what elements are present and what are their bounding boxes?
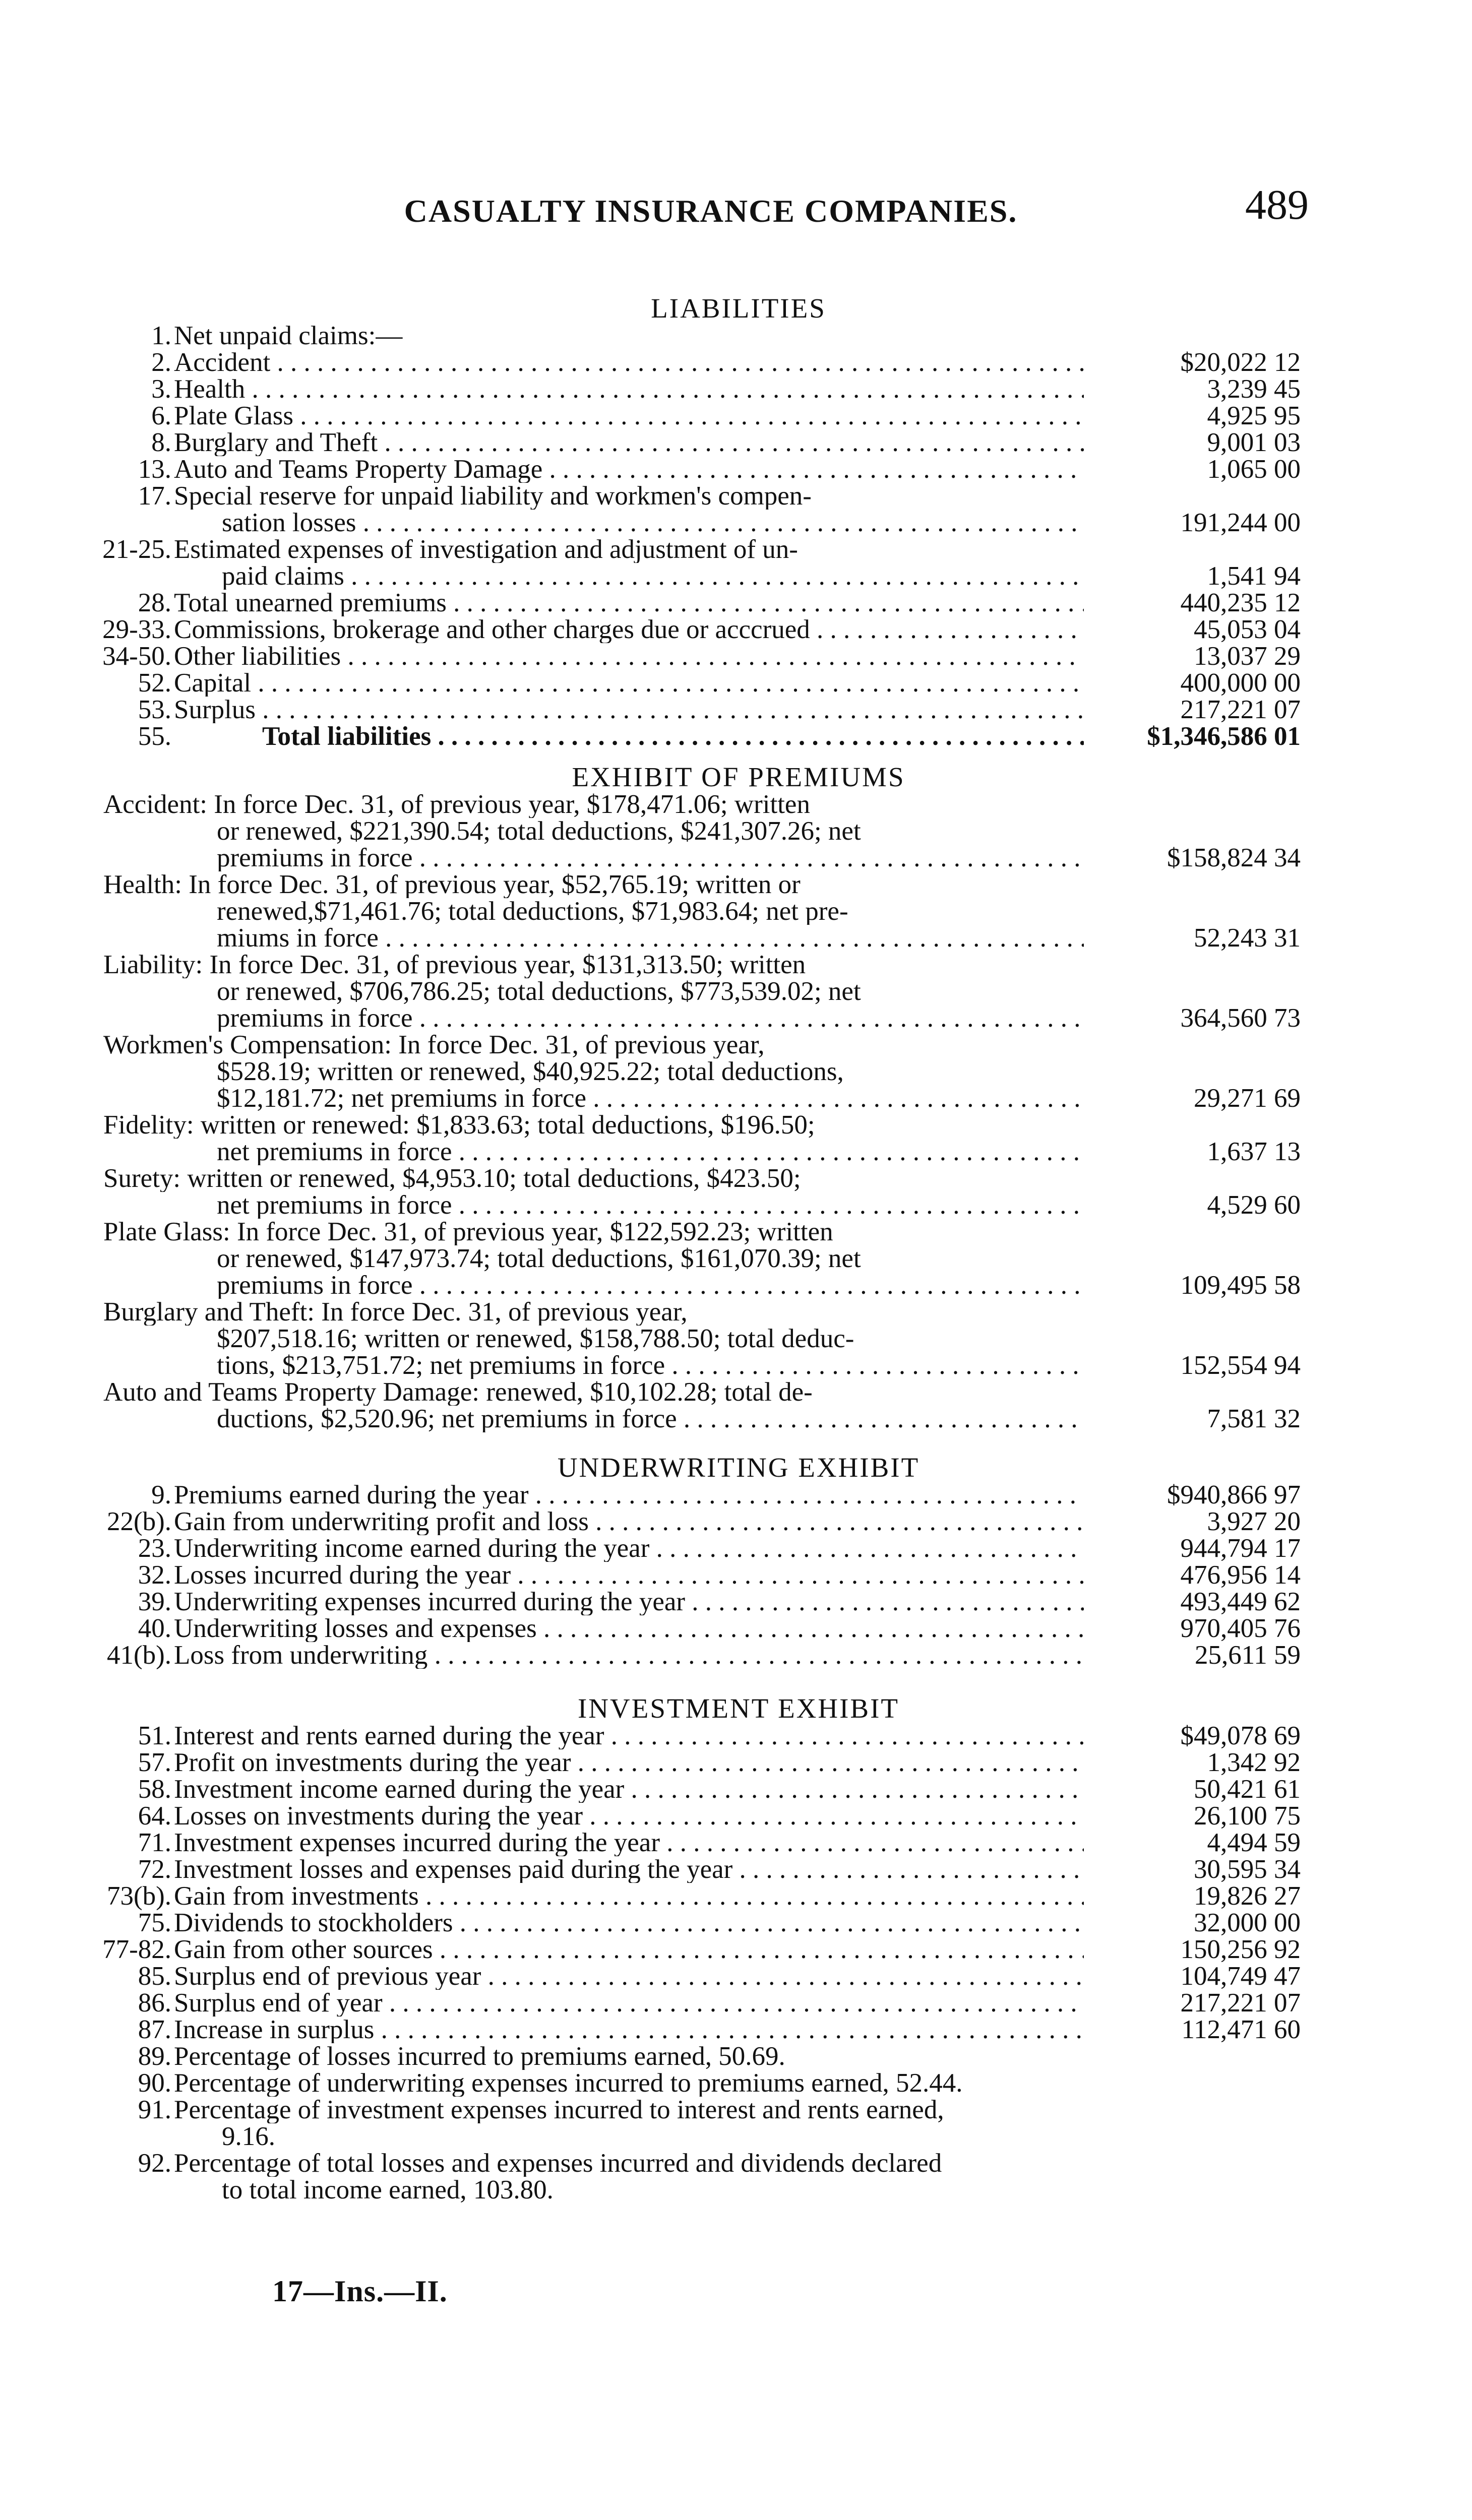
row-number: 17. xyxy=(138,481,171,511)
premium-line xyxy=(0,1379,1472,1406)
row-label: Other liabilities . . . xyxy=(174,643,1084,670)
row-label: Underwriting losses and expenses . . . xyxy=(174,1615,1084,1642)
row-amount: 112,471 60 xyxy=(1181,2015,1301,2044)
premium-line xyxy=(0,1058,1472,1085)
premium-text: Plate Glass: In force Dec. 31, of previous year, $122,592.23; written xyxy=(103,1219,833,1245)
table-row xyxy=(0,1830,1472,1856)
row-number: 92. xyxy=(138,2149,171,2178)
row-label: Losses on investments during the year . . . xyxy=(174,1803,1084,1830)
page-title: CASUALTY INSURANCE COMPANIES. xyxy=(404,193,1018,229)
premium-line xyxy=(0,925,1472,952)
percentage-text: Percentage of total losses and expenses incurred and dividends declared xyxy=(174,2150,942,2177)
row-label: Losses incurred during the year . . . xyxy=(174,1562,1084,1589)
row-label: Premiums earned during the year . . . xyxy=(174,1482,1084,1508)
row-number: 57. xyxy=(138,1748,171,1777)
table-row xyxy=(0,1803,1472,1830)
premium-line xyxy=(0,1219,1472,1245)
premium-line xyxy=(0,845,1472,871)
table-row xyxy=(0,323,1472,349)
premium-amount: 109,495 58 xyxy=(1180,1271,1301,1300)
premium-amount: $158,824 34 xyxy=(1167,843,1301,872)
row-amount: 217,221 07 xyxy=(1180,1988,1301,2018)
premium-line xyxy=(0,978,1472,1005)
row-label: sation losses . . . xyxy=(222,510,1084,536)
row-amount: 1,065 00 xyxy=(1207,455,1301,484)
table-row xyxy=(0,510,1472,536)
table-row xyxy=(0,1749,1472,1776)
row-amount: 26,100 75 xyxy=(1194,1801,1301,1831)
premiums-title: EXHIBIT OF PREMIUMS xyxy=(572,762,905,792)
premium-text: Burglary and Theft: In force Dec. 31, of previous year, xyxy=(103,1299,688,1326)
premium-text: Workmen's Compensation: In force Dec. 31, of previous year, xyxy=(103,1032,765,1058)
row-number: 6. xyxy=(151,401,171,430)
premium-text: net premiums in force . . . xyxy=(217,1192,1084,1219)
row-label: Total liabilities . . . xyxy=(262,723,1084,750)
row-label: Plate Glass . . . xyxy=(174,403,1084,429)
row-amount: 13,037 29 xyxy=(1194,642,1301,671)
row-label: Surplus end of previous year . . . xyxy=(174,1963,1084,1990)
row-label: Accident . . . xyxy=(174,349,1084,376)
table-row xyxy=(0,403,1472,429)
row-amount: 19,826 27 xyxy=(1194,1881,1301,1911)
table-row xyxy=(0,1508,1472,1535)
percentage-text: Percentage of losses incurred to premiums earned, 50.69. xyxy=(174,2043,785,2070)
row-number: 72. xyxy=(138,1855,171,1884)
table-row xyxy=(0,349,1472,376)
table-row xyxy=(0,1883,1472,1910)
premium-line xyxy=(0,1326,1472,1352)
row-number: 71. xyxy=(138,1828,171,1857)
row-label: Underwriting expenses incurred during the year . . . xyxy=(174,1589,1084,1615)
row-number: 85. xyxy=(138,1962,171,1991)
percentage-line xyxy=(0,2043,1472,2070)
premium-text: Fidelity: written or renewed: $1,833.63; total deductions, $196.50; xyxy=(103,1112,815,1139)
row-amount: 45,053 04 xyxy=(1194,615,1301,644)
percentage-text: Percentage of investment expenses incurred to interest and rents earned, xyxy=(174,2097,944,2123)
premium-text: or renewed, $147,973.74; total deductions, $161,070.39; net xyxy=(217,1245,861,1272)
premium-line xyxy=(0,1112,1472,1139)
premium-line xyxy=(0,818,1472,845)
row-label: Dividends to stockholders . . . xyxy=(174,1910,1084,1936)
row-amount: 3,927 20 xyxy=(1207,1507,1301,1536)
table-row xyxy=(0,376,1472,403)
percentage-text: to total income earned, 103.80. xyxy=(222,2177,554,2203)
row-label: Investment losses and expenses paid during the year . . . xyxy=(174,1856,1084,1883)
premium-line xyxy=(0,1406,1472,1432)
premium-text: Auto and Teams Property Damage: renewed, $10,102.28; total de- xyxy=(103,1379,813,1406)
row-label: Auto and Teams Property Damage . . . xyxy=(174,456,1084,483)
premium-line xyxy=(0,1192,1472,1219)
premium-line xyxy=(0,1085,1472,1112)
premium-amount: 1,637 13 xyxy=(1207,1137,1301,1166)
row-label: Loss from underwriting . . . xyxy=(174,1642,1084,1669)
footer-signature: 17—Ins.—II. xyxy=(272,2275,448,2308)
row-label: Estimated expenses of investigation and adjustment of un- xyxy=(174,536,798,563)
row-amount: 217,221 07 xyxy=(1180,695,1301,724)
page-number: 489 xyxy=(1245,181,1309,228)
row-number: 22(b). xyxy=(106,1507,171,1536)
row-number: 9. xyxy=(151,1480,171,1509)
premium-amount: 52,243 31 xyxy=(1194,923,1301,953)
row-label: Total unearned premiums . . . xyxy=(174,590,1084,616)
table-row xyxy=(0,563,1472,590)
row-number: 87. xyxy=(138,2015,171,2044)
table-row xyxy=(0,1910,1472,1936)
row-label: Net unpaid claims:— xyxy=(174,323,403,349)
row-number: 23. xyxy=(138,1534,171,1563)
premium-text: Health: In force Dec. 31, of previous year, $52,765.19; written or xyxy=(103,871,801,898)
row-label: Gain from underwriting profit and loss . . . xyxy=(174,1508,1084,1535)
table-row xyxy=(0,1482,1472,1508)
percentage-line xyxy=(0,2150,1472,2177)
row-amount: 25,611 59 xyxy=(1194,1641,1301,1670)
row-amount: 191,244 00 xyxy=(1180,508,1301,537)
row-number: 73(b). xyxy=(106,1881,171,1911)
row-number: 1. xyxy=(151,321,171,350)
premium-amount: 7,581 32 xyxy=(1207,1404,1301,1433)
row-label: Interest and rents earned during the year . . . xyxy=(174,1723,1084,1749)
row-number: 53. xyxy=(138,695,171,724)
row-number: 8. xyxy=(151,428,171,457)
premium-amount: 152,554 94 xyxy=(1180,1351,1301,1380)
row-label: Investment income earned during the year . . . xyxy=(174,1776,1084,1803)
row-amount: 944,794 17 xyxy=(1180,1534,1301,1563)
premium-line xyxy=(0,791,1472,818)
row-label: Investment expenses incurred during the year . . . xyxy=(174,1830,1084,1856)
premium-line xyxy=(0,1032,1472,1058)
premium-text: $207,518.16; written or renewed, $158,788.50; total deduc- xyxy=(217,1326,854,1352)
table-row xyxy=(0,1535,1472,1562)
row-label: Commissions, brokerage and other charges due or acccrued . . . xyxy=(174,616,1084,643)
row-amount: 4,925 95 xyxy=(1207,401,1301,430)
table-row xyxy=(0,1963,1472,1990)
table-row xyxy=(0,1856,1472,1883)
table-row xyxy=(0,1562,1472,1589)
percentage-line xyxy=(0,2177,1472,2203)
row-number: 58. xyxy=(138,1775,171,1804)
table-row xyxy=(0,670,1472,697)
row-amount: 1,541 94 xyxy=(1207,561,1301,591)
row-amount: 400,000 00 xyxy=(1180,668,1301,698)
row-label: Special reserve for unpaid liability and workmen's compen- xyxy=(174,483,812,510)
premium-text: miums in force . . . xyxy=(217,925,1084,952)
row-amount: 493,449 62 xyxy=(1180,1587,1301,1616)
row-number: 89. xyxy=(138,2042,171,2071)
table-row xyxy=(0,456,1472,483)
row-number: 90. xyxy=(138,2068,171,2098)
table-row xyxy=(0,1642,1472,1669)
row-number: 3. xyxy=(151,374,171,404)
row-number: 55. xyxy=(138,722,171,751)
row-label: Underwriting income earned during the year . . . xyxy=(174,1535,1084,1562)
table-row xyxy=(0,1936,1472,1963)
row-amount: $49,078 69 xyxy=(1180,1721,1301,1750)
table-row xyxy=(0,643,1472,670)
premium-text: premiums in force . . . xyxy=(217,845,1084,871)
premium-text: Surety: written or renewed, $4,953.10; total deductions, $423.50; xyxy=(103,1165,801,1192)
row-number: 13. xyxy=(138,455,171,484)
row-amount: 50,421 61 xyxy=(1194,1775,1301,1804)
underwriting-title: UNDERWRITING EXHIBIT xyxy=(557,1452,920,1483)
premium-line xyxy=(0,1245,1472,1272)
row-number: 51. xyxy=(138,1721,171,1750)
premium-line xyxy=(0,898,1472,925)
row-number: 75. xyxy=(138,1908,171,1937)
premium-line xyxy=(0,952,1472,978)
row-label: Increase in surplus . . . xyxy=(174,2017,1084,2043)
premium-amount: 29,271 69 xyxy=(1194,1084,1301,1113)
table-row xyxy=(0,1589,1472,1615)
row-label: paid claims . . . xyxy=(222,563,1084,590)
premium-text: tions, $213,751.72; net premiums in force . . . xyxy=(217,1352,1084,1379)
row-label: Gain from other sources . . . xyxy=(174,1936,1084,1963)
percentage-line xyxy=(0,2070,1472,2097)
table-row xyxy=(0,590,1472,616)
premium-line xyxy=(0,1005,1472,1032)
percentage-text: Percentage of underwriting expenses incurred to premiums earned, 52.44. xyxy=(174,2070,963,2097)
row-number: 34-50. xyxy=(102,642,171,671)
liabilities-title: LIABILITIES xyxy=(651,293,826,324)
table-row xyxy=(0,697,1472,723)
row-number: 40. xyxy=(138,1614,171,1643)
row-number: 52. xyxy=(138,668,171,698)
row-amount: $940,866 97 xyxy=(1167,1480,1301,1509)
row-amount: 476,956 14 xyxy=(1180,1560,1301,1590)
premium-line xyxy=(0,1299,1472,1326)
row-amount: 32,000 00 xyxy=(1194,1908,1301,1937)
premium-text: or renewed, $221,390.54; total deductions, $241,307.26; net xyxy=(217,818,861,845)
premium-line xyxy=(0,1272,1472,1299)
table-row xyxy=(0,1615,1472,1642)
row-amount: $1,346,586 01 xyxy=(1147,722,1301,751)
table-row xyxy=(0,1990,1472,2017)
row-number: 64. xyxy=(138,1801,171,1831)
row-number: 2. xyxy=(151,348,171,377)
premium-text: net premiums in force . . . xyxy=(217,1139,1084,1165)
premium-text: Liability: In force Dec. 31, of previous year, $131,313.50; written xyxy=(103,952,806,978)
row-number: 39. xyxy=(138,1587,171,1616)
row-label: Surplus end of year . . . xyxy=(174,1990,1084,2017)
row-amount: 9,001 03 xyxy=(1207,428,1301,457)
premium-line xyxy=(0,1139,1472,1165)
row-label: Profit on investments during the year . . . xyxy=(174,1749,1084,1776)
row-amount: 150,256 92 xyxy=(1180,1935,1301,1964)
investment-title: INVESTMENT EXHIBIT xyxy=(577,1693,900,1724)
premium-text: Accident: In force Dec. 31, of previous year, $178,471.06; written xyxy=(103,791,810,818)
premium-line xyxy=(0,1352,1472,1379)
row-label: Capital . . . xyxy=(174,670,1084,697)
row-amount: $20,022 12 xyxy=(1180,348,1301,377)
row-number: 91. xyxy=(138,2095,171,2124)
row-amount: 104,749 47 xyxy=(1180,1962,1301,1991)
premium-line xyxy=(0,871,1472,898)
percentage-text: 9.16. xyxy=(222,2123,275,2150)
premium-text: ductions, $2,520.96; net premiums in force . . . xyxy=(217,1406,1084,1432)
row-label: Health . . . xyxy=(174,376,1084,403)
table-row xyxy=(0,429,1472,456)
row-number: 28. xyxy=(138,588,171,617)
table-row xyxy=(0,723,1472,750)
row-label: Burglary and Theft . . . xyxy=(174,429,1084,456)
premium-amount: 364,560 73 xyxy=(1180,1003,1301,1033)
row-amount: 440,235 12 xyxy=(1180,588,1301,617)
premium-text: $12,181.72; net premiums in force . . . xyxy=(217,1085,1084,1112)
premium-amount: 4,529 60 xyxy=(1207,1190,1301,1220)
percentage-line xyxy=(0,2097,1472,2123)
row-number: 41(b). xyxy=(106,1641,171,1670)
table-row xyxy=(0,616,1472,643)
row-amount: 30,595 34 xyxy=(1194,1855,1301,1884)
row-amount: 970,405 76 xyxy=(1180,1614,1301,1643)
row-number: 21-25. xyxy=(102,535,171,564)
row-amount: 3,239 45 xyxy=(1207,374,1301,404)
row-amount: 1,342 92 xyxy=(1207,1748,1301,1777)
premium-text: $528.19; written or renewed, $40,925.22; total deductions, xyxy=(217,1058,844,1085)
table-row xyxy=(0,1776,1472,1803)
premium-text: renewed,$71,461.76; total deductions, $71,983.64; net pre- xyxy=(217,898,848,925)
row-label: Surplus . . . xyxy=(174,697,1084,723)
table-row xyxy=(0,536,1472,563)
row-label: Gain from investments . . . xyxy=(174,1883,1084,1910)
running-head xyxy=(0,181,1472,233)
percentage-line xyxy=(0,2123,1472,2150)
table-row xyxy=(0,2017,1472,2043)
premium-text: premiums in force . . . xyxy=(217,1272,1084,1299)
row-amount: 4,494 59 xyxy=(1207,1828,1301,1857)
table-row xyxy=(0,1723,1472,1749)
table-row xyxy=(0,483,1472,510)
premium-text: premiums in force . . . xyxy=(217,1005,1084,1032)
row-number: 77-82. xyxy=(102,1935,171,1964)
row-number: 29-33. xyxy=(102,615,171,644)
premium-text: or renewed, $706,786.25; total deductions, $773,539.02; net xyxy=(217,978,861,1005)
premium-line xyxy=(0,1165,1472,1192)
row-number: 32. xyxy=(138,1560,171,1590)
row-number: 86. xyxy=(138,1988,171,2018)
